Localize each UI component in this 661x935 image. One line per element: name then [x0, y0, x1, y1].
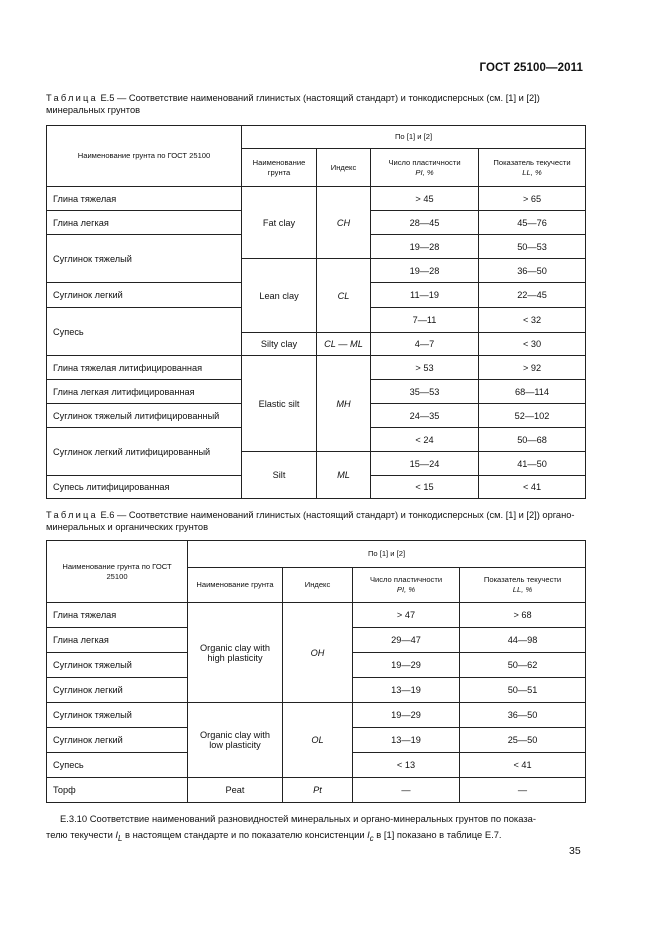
ll-cell: > 92 [479, 356, 586, 380]
table-row [47, 603, 586, 628]
pi-cell: > 53 [371, 356, 479, 380]
row-name: Глина тяжелая литифицированная [47, 356, 242, 380]
pi-cell: 24—35 [371, 404, 479, 428]
pi-cell: 19—28 [371, 259, 479, 283]
header-group: По [1] и [2] [188, 541, 586, 568]
ll-cell: 50—51 [460, 678, 586, 703]
index-cell: Pt [283, 778, 353, 803]
soil-cell: Peat [188, 778, 283, 803]
row-name: Суглинок легкий [47, 283, 242, 308]
ll-cell: > 65 [479, 187, 586, 211]
header-group: По [1] и [2] [242, 126, 586, 149]
index-cell: OL [283, 703, 353, 778]
paragraph-e310 [46, 811, 584, 847]
pi-cell: 11—19 [371, 283, 479, 308]
ll-cell: 25—50 [460, 728, 586, 753]
pi-cell: 13—19 [353, 678, 460, 703]
soil-cell: Organic clay with high plasticity [188, 603, 283, 703]
symbol-il: $I_L$ [115, 829, 123, 843]
index-cell: CH [317, 187, 371, 259]
index-cell: OH [283, 603, 353, 703]
ll-cell: 36—50 [460, 703, 586, 728]
index-cell: ML [317, 452, 371, 499]
soil-cell: Organic clay with low plasticity [188, 703, 283, 778]
row-name: Глина легкая [47, 211, 242, 235]
pi-cell: 19—29 [353, 703, 460, 728]
row-name: Торф [47, 778, 188, 803]
row-name: Суглинок легкий [47, 678, 188, 703]
index-cell: CL [317, 259, 371, 333]
ll-cell: 44—98 [460, 628, 586, 653]
header-index: Индекс [317, 149, 371, 187]
pi-cell: — [353, 778, 460, 803]
pi-cell: 19—29 [353, 653, 460, 678]
row-name: Супесь литифицированная [47, 476, 242, 499]
soil-cell: Silt [242, 452, 317, 499]
ll-cell: < 30 [479, 333, 586, 356]
index-cell: CL — ML [317, 333, 371, 356]
header-plasticity: Число пластичности PI, % [371, 149, 479, 187]
ll-cell: 50—68 [479, 428, 586, 452]
caption-text: Е.5 — Соответствие наименований глинистых (настоящий стандарт) и тонкодисперсных (см. [1] и [2]) минеральных грунтов [46, 93, 540, 115]
ll-cell: — [460, 778, 586, 803]
soil-cell: Elastic silt [242, 356, 317, 452]
soil-cell: Lean clay [242, 259, 317, 333]
table-row [47, 356, 586, 380]
document-id: ГОСТ 25100—2011 [479, 62, 583, 74]
caption-text: Е.6 — Соответствие наименований глинистых (настоящий стандарт) и тонкодисперсных (см. [1] и [2]) органо-минеральных и органических грунтов [46, 510, 575, 532]
header-index: Индекс [283, 568, 353, 603]
row-name: Супесь [47, 753, 188, 778]
row-name: Суглинок тяжелый [47, 653, 188, 678]
table-e6-caption [46, 509, 586, 533]
table-e5 [46, 125, 586, 499]
header-plasticity: Число пластичности PI, % [353, 568, 460, 603]
symbol-ic: $I_c$ [367, 829, 374, 843]
page-number: 35 [569, 845, 581, 857]
table-row [47, 187, 586, 211]
ll-cell: 50—53 [479, 235, 586, 259]
row-name: Глина тяжелая [47, 603, 188, 628]
soil-cell: Silty clay [242, 333, 317, 356]
row-name: Суглинок тяжелый [47, 235, 242, 283]
table-e6 [46, 540, 586, 803]
ll-cell: 50—62 [460, 653, 586, 678]
index-cell: MH [317, 356, 371, 452]
pi-cell: 13—19 [353, 728, 460, 753]
ll-cell: 41—50 [479, 452, 586, 476]
pi-cell: 15—24 [371, 452, 479, 476]
pi-cell: < 13 [353, 753, 460, 778]
header-soil-name-gost: Наименование грунта по ГОСТ 25100 [47, 541, 188, 603]
header-soil-name: Наименование грунта [188, 568, 283, 603]
paragraph-line: телю текучести $I_L$ в настоящем стандарте и по показателю консистенции $I_c$ в [1] показано в таблице Е.7. [46, 829, 502, 843]
pi-cell: > 45 [371, 187, 479, 211]
ll-cell: 22—45 [479, 283, 586, 308]
header-soil-name: Наименование грунта [242, 149, 317, 187]
pi-cell: > 47 [353, 603, 460, 628]
pi-cell: 29—47 [353, 628, 460, 653]
caption-label: Таблица [46, 93, 98, 103]
ll-cell: < 41 [479, 476, 586, 499]
table-row [47, 778, 586, 803]
pi-cell: < 24 [371, 428, 479, 452]
row-name: Суглинок легкий литифицированный [47, 428, 242, 476]
row-name: Глина тяжелая [47, 187, 242, 211]
ll-cell: 68—114 [479, 380, 586, 404]
pi-cell: 4—7 [371, 333, 479, 356]
table-row [47, 703, 586, 728]
ll-cell: < 41 [460, 753, 586, 778]
pi-cell: 35—53 [371, 380, 479, 404]
pi-cell: 28—45 [371, 211, 479, 235]
row-name: Супесь [47, 308, 242, 356]
pi-cell: < 15 [371, 476, 479, 499]
table-e5-caption [46, 92, 586, 116]
ll-cell: 45—76 [479, 211, 586, 235]
row-name: Суглинок тяжелый [47, 703, 188, 728]
ll-cell: > 68 [460, 603, 586, 628]
row-name: Глина легкая [47, 628, 188, 653]
pi-cell: 7—11 [371, 308, 479, 333]
soil-cell: Fat clay [242, 187, 317, 259]
paragraph-line: Е.3.10 Соответствие наименований разновидностей минеральных и органо-минеральных грунтов по показа- [60, 813, 536, 824]
header-liquidity: Показатель текучести LL, % [479, 149, 586, 187]
ll-cell: 52—102 [479, 404, 586, 428]
row-name: Суглинок тяжелый литифицированный [47, 404, 242, 428]
header-soil-name-gost: Наименование грунта по ГОСТ 25100 [47, 126, 242, 187]
row-name: Суглинок легкий [47, 728, 188, 753]
row-name: Глина легкая литифицированная [47, 380, 242, 404]
ll-cell: 36—50 [479, 259, 586, 283]
pi-cell: 19—28 [371, 235, 479, 259]
ll-cell: < 32 [479, 308, 586, 333]
caption-label: Таблица [46, 510, 98, 520]
header-liquidity: Показатель текучести LL, % [460, 568, 586, 603]
